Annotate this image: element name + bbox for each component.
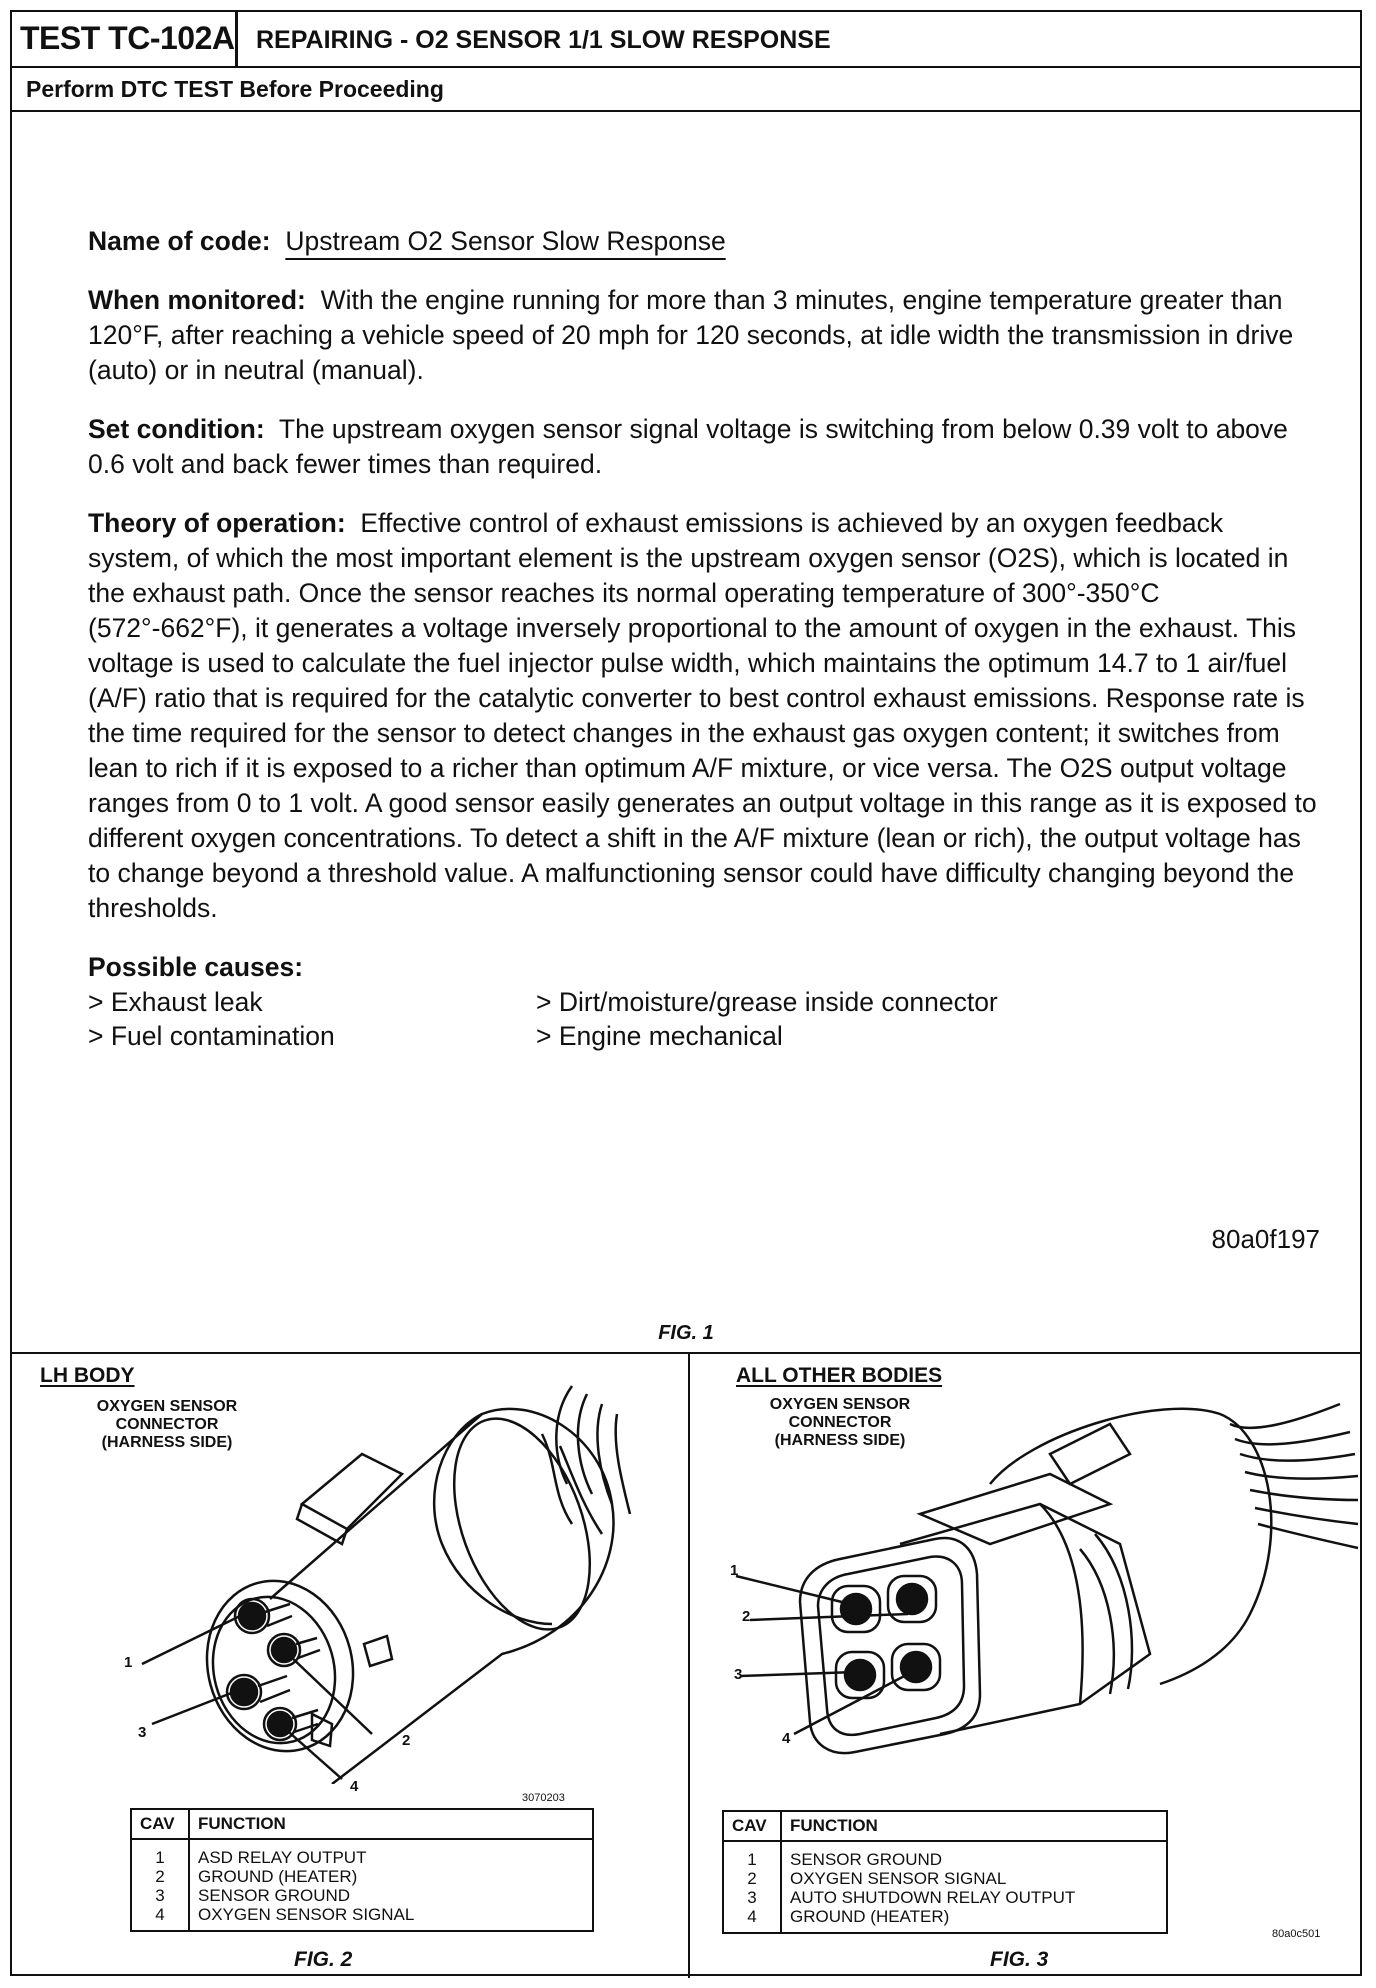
cav-header: CAV: [131, 1809, 189, 1839]
drawing-number: 3070203: [522, 1792, 565, 1804]
theory-text: Effective control of exhaust emissions is achieved by an oxygen feedback system, of which the most important element is the upstream oxygen sensor (O2S), which is located in the exhaust path. Once the sensor reaches its normal operating temperature of 300°-350°C (572°-662°F), it generates a voltage inversely proportional to the amount of oxygen in the exhaust. This voltage is used to calculate the fuel injector pulse width, which maintains the optimum 14.7 to 1 air/fuel (A/F) ratio that is required for the catalytic converter to best control exhaust emissions. Response rate is the time required for the sensor to detect changes in the exhaust gas oxygen content; it switches from lean to rich if it is exposed to a richer than optimum A/F mixture, or vice versa. The O2S output voltage ranges from 0 to 1 volt. A good sensor easily generates an output voltage in this range as it is exposed to different oxygen concentrations. To detect a shift in the A/F mixture (lean or rich), the output voltage has to change beyond a threshold value. A malfunctioning sensor could have difficulty changing beyond the thresholds.: [88, 508, 1317, 923]
reference-code: 80a0f197: [1211, 1224, 1320, 1254]
table-header: [131, 1809, 593, 1839]
pin-2-label: 2: [742, 1608, 751, 1625]
when-monitored: [88, 283, 1318, 388]
connector-label: OXYGEN SENSOR CONNECTOR (HARNESS SIDE): [96, 1398, 238, 1451]
test-title: REPAIRING - O2 SENSOR 1/1 SLOW RESPONSE: [256, 26, 831, 54]
lh-connector-drawing: [12, 1354, 688, 1784]
figure-3-caption: FIG. 3: [990, 1948, 1049, 1971]
cav-header: CAV: [723, 1811, 781, 1841]
cause-item: > Fuel contamination: [88, 1021, 335, 1051]
pin-2-label: 2: [402, 1732, 411, 1749]
lh-body-title: LH BODY: [40, 1364, 135, 1387]
pin-3-label: 3: [138, 1724, 147, 1741]
cause-item: > Dirt/moisture/grease inside connector: [536, 987, 998, 1017]
table-row: 2 GROUND (HEATER): [131, 1867, 593, 1886]
set-label: Set condition:: [88, 414, 265, 444]
monitored-label: When monitored:: [88, 285, 306, 315]
set-condition: [88, 412, 1318, 482]
table-row: 2 OXYGEN SENSOR SIGNAL: [723, 1869, 1167, 1888]
body-text: [88, 224, 1318, 1053]
table-row: 3 AUTO SHUTDOWN RELAY OUTPUT: [723, 1888, 1167, 1907]
all-other-bodies-panel: [690, 1354, 1362, 1976]
page-frame: [10, 10, 1362, 1976]
table-row: 1 ASD RELAY OUTPUT: [131, 1839, 593, 1867]
code-name-value: Upstream O2 Sensor Slow Response: [285, 226, 726, 256]
other-connector-drawing: [690, 1354, 1362, 1794]
all-other-bodies-title: ALL OTHER BODIES: [736, 1364, 943, 1387]
pin-4-label: 4: [350, 1778, 359, 1795]
cause-item: > Engine mechanical: [536, 1021, 783, 1051]
header-row: [12, 12, 1360, 68]
lh-cavity-table: [130, 1808, 594, 1932]
function-header: FUNCTION: [781, 1811, 1167, 1841]
other-cavity-table: [722, 1810, 1168, 1934]
pin-1-label: 1: [730, 1562, 739, 1579]
possible-causes-label: Possible causes:: [88, 952, 304, 982]
function-header: FUNCTION: [189, 1809, 593, 1839]
pin-4-label: 4: [782, 1730, 791, 1747]
figure-1-caption: FIG. 1: [658, 1322, 714, 1344]
connector-label: OXYGEN SENSOR CONNECTOR (HARNESS SIDE): [769, 1396, 911, 1449]
table-row: 4 OXYGEN SENSOR SIGNAL: [131, 1905, 593, 1931]
table-header: [723, 1811, 1167, 1841]
pin-1-label: 1: [124, 1654, 133, 1671]
monitored-text: With the engine running for more than 3 minutes, engine temperature greater than 120°F, after reaching a vehicle speed of 20 mph for 120 seconds, at idle width the transmission in drive (auto) or in neutral (manual).: [88, 285, 1294, 385]
possible-causes-list: [88, 985, 1318, 1053]
table-row: 4 GROUND (HEATER): [723, 1907, 1167, 1933]
name-label: Name of code:: [88, 226, 271, 256]
drawing-number: 80a0c501: [1272, 1928, 1321, 1940]
figure-2-caption: FIG. 2: [294, 1948, 353, 1971]
perform-dtc-note: Perform DTC TEST Before Proceeding: [26, 76, 444, 102]
test-id: TEST TC-102A: [12, 12, 238, 66]
table-row: 1 SENSOR GROUND: [723, 1841, 1167, 1869]
cause-item: > Exhaust leak: [88, 987, 263, 1017]
name-of-code: [88, 224, 1318, 259]
subheader-row: [12, 68, 1360, 112]
lh-body-panel: [12, 1354, 688, 1976]
theory-label: Theory of operation:: [88, 508, 346, 538]
theory-of-operation: [88, 506, 1318, 926]
pin-3-label: 3: [734, 1666, 743, 1683]
set-text: The upstream oxygen sensor signal voltage is switching from below 0.39 volt to above 0.6 volt and back fewer times than required.: [88, 414, 1288, 479]
table-row: 3 SENSOR GROUND: [131, 1886, 593, 1905]
